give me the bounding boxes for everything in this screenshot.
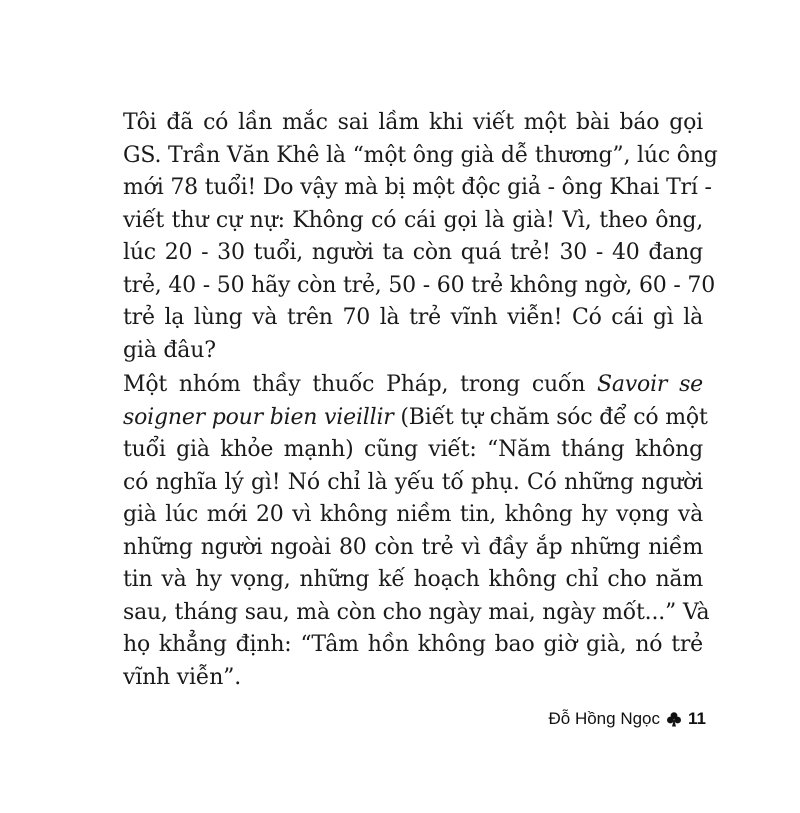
club-icon: [666, 711, 682, 727]
text-line: sau, tháng sau, mà còn cho ngày mai, ngày mốt...” Và: [123, 599, 710, 625]
page-number: 11: [688, 709, 706, 728]
text-line: lúc 20 - 30 tuổi, người ta còn quá trẻ! 30 - 40 đang: [123, 240, 703, 265]
text-line: già đâu?: [123, 337, 216, 363]
text-line: Tôi đã có lần mắc sai lầm khi viết một bài báo gọi: [123, 110, 703, 135]
text-line: trẻ, 40 - 50 hãy còn trẻ, 50 - 60 trẻ không ngờ, 60 - 70: [123, 272, 716, 298]
text-line: viết thư cự nự: Không có cái gọi là già! Vì, theo ông,: [123, 207, 703, 233]
paragraph-2: [123, 369, 710, 694]
book-title-italic: soigner pour bien vieillir: [123, 404, 394, 430]
page-footer: [549, 706, 707, 732]
text-run: Một nhóm thầy thuốc Pháp, trong cuốn: [123, 372, 598, 397]
text-line: trẻ lạ lùng và trên 70 là trẻ vĩnh viễn! Có cái gì là: [123, 305, 703, 330]
text-line: [123, 402, 708, 435]
text-line: già lúc mới 20 vì không niềm tin, không hy vọng và: [123, 502, 703, 527]
text-line: mới 78 tuổi! Do vậy mà bị một độc giả - ông Khai Trí -: [123, 175, 712, 200]
text-line: tin và hy vọng, những kế hoạch không chỉ cho năm: [123, 567, 703, 592]
text-line: những người ngoài 80 còn trẻ vì đầy ắp những niềm: [123, 534, 703, 560]
paragraph-1: [123, 107, 718, 367]
text-line: họ khẳng định: “Tâm hồn không bao giờ già, nó trẻ: [123, 632, 703, 657]
book-title-italic: Savoir se: [597, 372, 703, 397]
text-line: tuổi già khỏe mạnh) cũng viết: “Năm tháng không: [123, 437, 703, 462]
text-line: có nghĩa lý gì! Nó chỉ là yếu tố phụ. Có những người: [123, 469, 703, 495]
text-line: GS. Trần Văn Khê là “một ông già dễ thương”, lúc ông: [123, 142, 718, 168]
text-line: vĩnh viễn”.: [123, 664, 242, 690]
text-line: [123, 369, 703, 402]
footer-author: Đỗ Hồng Ngọc: [548, 709, 661, 728]
text-run: (Biết tự chăm sóc để có một: [393, 404, 708, 430]
